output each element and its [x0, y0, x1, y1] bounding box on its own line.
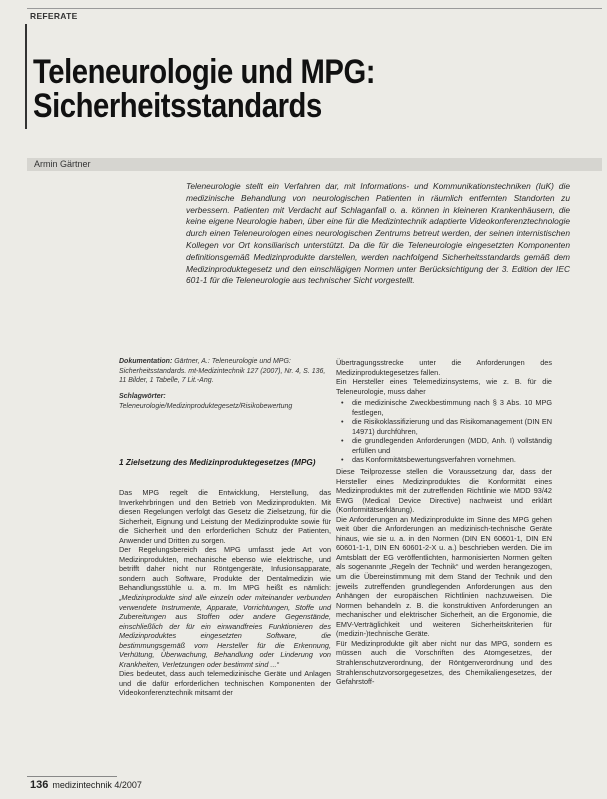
list-item-text: die Risikoklassifizierung und das Risikomanagement (DIN EN 14971) durchführen, [352, 417, 552, 436]
bullet-icon: • [341, 436, 344, 446]
list-item [336, 455, 552, 465]
list-item-text: die grundlegenden Anforderungen (MDD, Anh. I) vollständig erfüllen und [352, 436, 552, 455]
list-item [336, 417, 552, 436]
author-name: Armin Gärtner [34, 159, 91, 169]
list-item [336, 398, 552, 417]
paragraph: Ein Hersteller eines Telemedizinsystems, wie z. B. für die Teleneurologie, muss daher [336, 377, 552, 396]
doc-text: Gärtner, A.: Teleneurologie und MPG: Sicherheitsstandards. mt-Medizintechnik 127 (2007), Nr. 4, S. 136, 11 Bilder, 1 Tabelle, 7 Lit.-Ang. [119, 358, 326, 385]
title-line-2: Sicherheitsstandards [33, 87, 322, 125]
metadata-block [119, 357, 331, 418]
page-number: 136 [30, 779, 49, 791]
header-rule [27, 8, 602, 9]
quote-text: „Medizinprodukte sind alle einzeln oder miteinander verbunden verwendete Instrumente, Apparate, Vorrichtungen, Stoffe und Zubereitungen aus Stoffen oder andere Gegenstände, einschließlich der für ein einwandfreies Funktionieren des Medizinproduktes eingesetzten Software, die bestimmungsgemäß vom Hersteller für die Erkennung, Verhütung, Überwachung, Behandlung oder Linderung von Krankheiten, Verletzungen oder bestimmt sind ...“ [119, 593, 331, 669]
column-right [336, 358, 552, 687]
list-item [336, 436, 552, 455]
list-item-text: die medizinische Zweckbestimmung nach § 3 Abs. 10 MPG festlegen, [352, 398, 552, 417]
author-band [27, 158, 602, 171]
paragraph: Übertragungsstrecke unter die Anforderungen des Medizinproduktegesetzes fallen. [336, 358, 552, 377]
keywords-label: Schlagwörter: [119, 393, 166, 401]
title-accent-line [25, 24, 27, 129]
requirements-list [336, 398, 552, 465]
bullet-icon: • [341, 398, 344, 408]
bullet-icon: • [341, 417, 344, 427]
paragraph: Die Anforderungen an Medizinprodukte im Sinne des MPG gehen weit über die Anforderungen an medizinisch-technische Geräte hinaus, wie sie u. a. in den Normen (DIN EN 60601-1, DIN EN 60601-1-1, DIN EN 60601-2-X u. a.) beschrieben werden. Die im Amtsblatt der EG veröffentlichten, harmonisierten Normen gelten als sogenannte „Regeln der Technik“ und werden herangezogen, um die Übereinstimmung mit dem Stand der Technik und den jeweils zutreffenden grundlegenden Anforderungen aus den Anhängen der europäischen Richtlinien nachzuweisen. Die Normen behandeln z. B. die konstruktiven Anforderungen an mechanischer und elektrischer Sicherheit, an die Ergonomie, die EMV-Verträglichkeit und weiteren Sicherheitskriterien für (medizin-)technische Geräte. [336, 514, 552, 639]
title-line-1: Teleneurologie und MPG: [33, 53, 376, 91]
paragraph [119, 545, 331, 669]
footer [30, 779, 142, 791]
footer-rule [27, 776, 117, 777]
paragraph: Diese Teilprozesse stellen die Voraussetzung dar, dass der Hersteller eines Medizinproduktes die Konformität eines Medizinproduktes mit der zutreffenden Richtlinie wie MDD 93/42 EWG (Medical Device Directive) nachweist und erklärt (Konformitätserklärung). [336, 467, 552, 515]
keywords-text: Teleneurologie/Medizinproduktegesetz/Risikobewertung [119, 402, 293, 410]
section-tag: REFERATE [30, 11, 78, 21]
section-heading: 1 Zielsetzung des Medizinproduktegesetzes (MPG) [119, 458, 316, 467]
column-left [119, 488, 331, 698]
doc-label: Dokumentation: [119, 358, 173, 365]
journal-name: medizintechnik 4/2007 [52, 780, 142, 790]
paragraph: Für Medizinprodukte gilt aber nicht nur das MPG, sondern es müssen auch die Vorschriften des Atomgesetzes, der Strahlenschutzverordnung, der Röntgenverordnung und des Strahlenschutzvorsorgegesetzes, des Chemikaliengesetzes, der Gefahrstoff- [336, 638, 552, 687]
bullet-icon: • [341, 455, 344, 465]
abstract: Teleneurologie stellt ein Verfahren dar, mit Informations- und Kommunikationstechniken (IuK) die medizinische Behandlung von neurologischen Patienten in räumlich entfernten Standorten zu verbessern. Patienten mit Verdacht auf Schlaganfall o. a. können in kleineren Krankenhäusern, die keine eigene Neurologie haben, über eine für die Medizintechnik adaptierte Videokonferenztechnologie durch einen Teleneurologen eines neurologischen Zentrums betreut werden, der seinen internistischen Kollegen vor Ort konsiliarisch unterstützt. Da die für die Teleneurologie eingesetzten Komponenten definitionsgemäß Medizinprodukte darstellen, werden nachfolgend Sicherheitsstandards gemäß dem Medizinproduktegesetz und den einschlägigen Normen unter Berücksichtigung der 3. Edition der IEC 601-1 für die Teleneurologie aus technischer Sicht vorgestellt. [186, 181, 570, 286]
paragraph: Dies bedeutet, dass auch telemedizinische Geräte und Anlagen und die dafür erforderlichen technischen Komponenten der Videokonferenztechnik mitsamt der [119, 669, 331, 698]
list-item-text: das Konformitätsbewertungsverfahren vornehmen. [352, 455, 516, 465]
article-title [33, 55, 497, 123]
paragraph-text: Der Regelungsbereich des MPG umfasst jede Art von Medizinprodukten, mechanische ebenso wie elektrische, und betrifft daher nicht nur Röntgengeräte, Infusionsapparate, sondern auch Software, Produkte der Dentalmedizin wie Behandlungsstühle u. a. m. Im MPG heißt es nämlich: [119, 545, 331, 593]
paragraph: Das MPG regelt die Entwicklung, Herstellung, das Inverkehrbringen und den Betrieb von Medizinprodukten. Mit diesen Regelungen verfolgt das Gesetz die Zielsetzung, für die Sicherheit, Eignung und Leistung der Medizinprodukte sowie für die Sicherheit und den erforderlichen Schutz der Patienten, Anwender und Dritten zu sorgen. [119, 488, 331, 545]
